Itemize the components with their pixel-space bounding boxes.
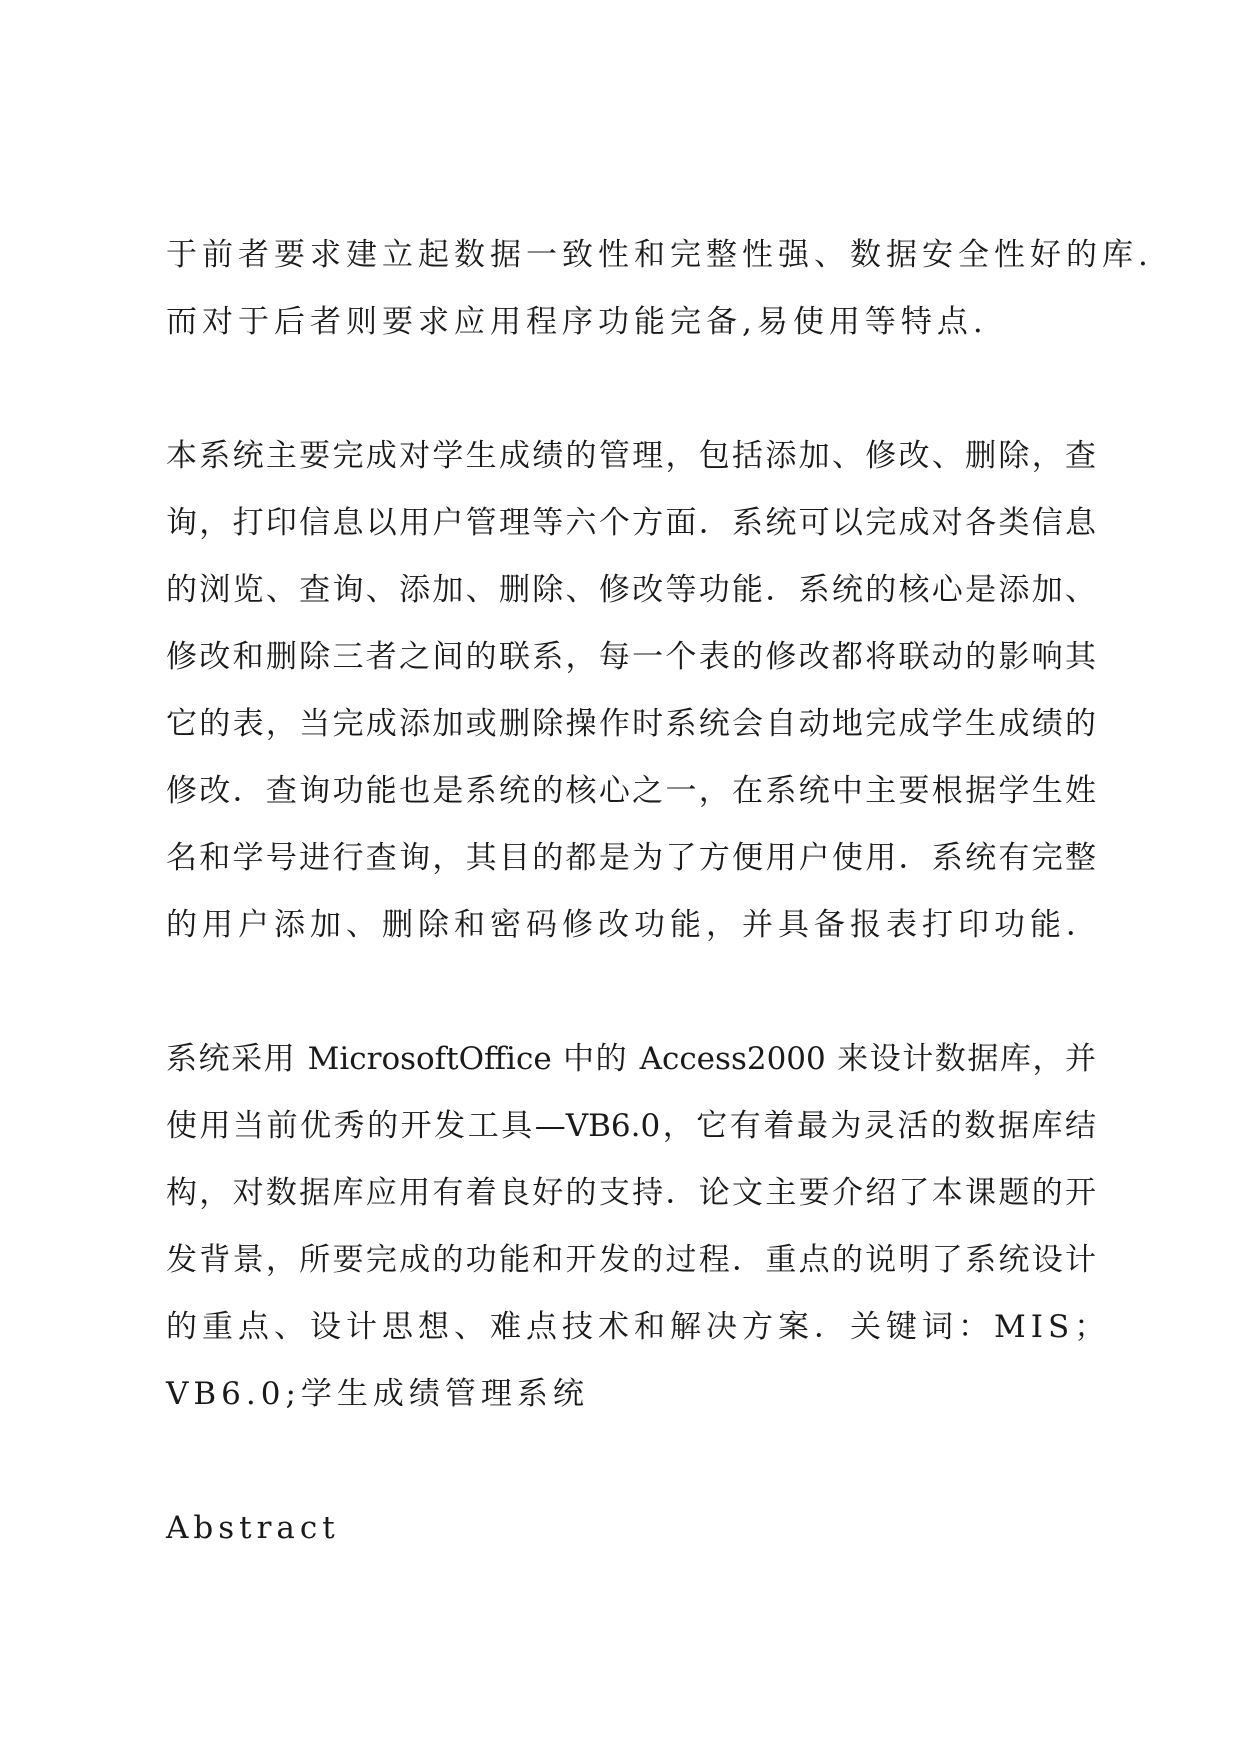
document-body	[166, 222, 1153, 1562]
text-line: 名和学号进行查询，其目的都是为了方便用户使用．系统有完整	[166, 840, 1096, 876]
text-line: VB6.0;学生成绩管理系统	[166, 1376, 589, 1412]
paragraph-gap	[166, 959, 1096, 1026]
paragraph-abstract-heading	[166, 1495, 1096, 1562]
paragraph-gap	[166, 356, 1096, 423]
paragraph-gap	[166, 1428, 1096, 1495]
text-line: 询，打印信息以用户管理等六个方面．系统可以完成对各类信息	[166, 505, 1096, 541]
text-line: 构，对数据库应用有着良好的支持．论文主要介绍了本课题的开	[166, 1175, 1096, 1211]
text-line: 于前者要求建立起数据一致性和完整性强、数据安全性好的库.	[166, 237, 1153, 273]
text-line: 的浏览、查询、添加、删除、修改等功能．系统的核心是添加、	[166, 572, 1096, 608]
text-line: 它的表，当完成添加或删除操作时系统会自动地完成学生成绩的	[166, 706, 1096, 742]
text-line: 修改和删除三者之间的联系，每一个表的修改都将联动的影响其	[166, 639, 1096, 675]
text-line: 本系统主要完成对学生成绩的管理，包括添加、修改、删除，查	[166, 438, 1096, 474]
text-line: 修改．查询功能也是系统的核心之一，在系统中主要根据学生姓	[166, 773, 1096, 809]
text-line: 而对于后者则要求应用程序功能完备,易使用等特点.	[166, 304, 988, 340]
paragraph-development-tools	[166, 1026, 1111, 1428]
abstract-heading: Abstract	[166, 1510, 340, 1546]
text-line: 的重点、设计思想、难点技术和解决方案．关键词：MIS；	[166, 1309, 1111, 1345]
text-line: 发背景，所要完成的功能和开发的过程．重点的说明了系统设计	[166, 1242, 1096, 1278]
text-line: 使用当前优秀的开发工具—VB6.0，它有着最为灵活的数据库结	[166, 1108, 1096, 1144]
text-line: 的用户添加、删除和密码修改功能，并具备报表打印功能．	[166, 907, 1102, 943]
paragraph-system-functions	[166, 423, 1102, 959]
text-line: 系统采用 MicrosoftOffice 中的 Access2000 来设计数据库，并	[166, 1041, 1096, 1077]
paragraph-requirements	[166, 222, 1153, 356]
